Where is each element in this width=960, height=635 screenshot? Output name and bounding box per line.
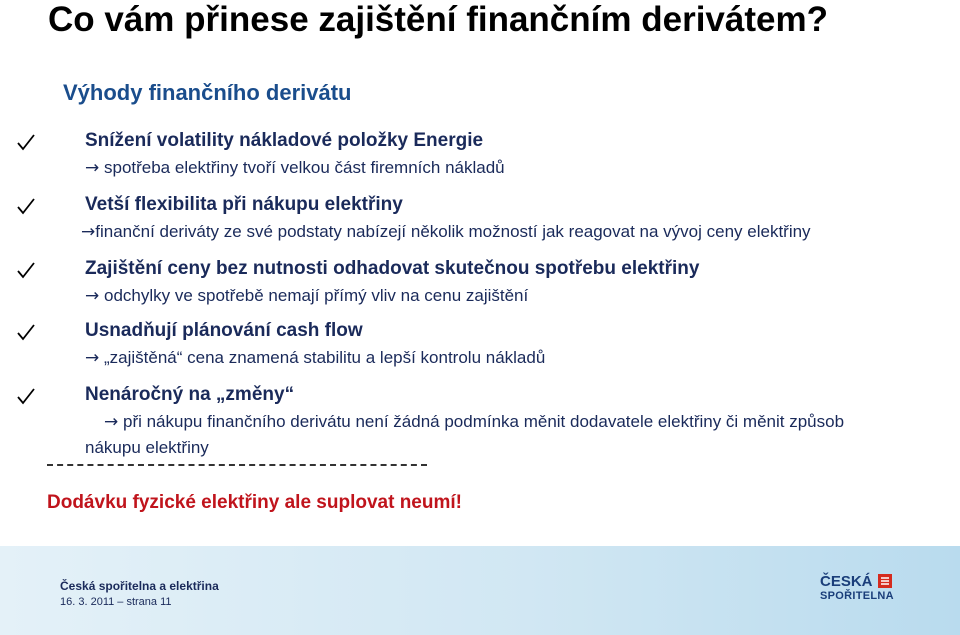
logo-mark-icon [878, 574, 892, 588]
benefit-detail [85, 158, 505, 178]
footer-company: Česká spořitelna a elektřina [60, 579, 219, 593]
benefit-heading: Zajištění ceny bez nutnosti odhadovat skutečnou spotřebu elektřiny [85, 258, 700, 279]
benefit-detail-text: finanční deriváty ze své podstaty nabízejí několik možností jak reagovat na vývoj ceny elektřiny [95, 222, 811, 241]
benefit-detail [104, 412, 844, 432]
slide-title: Co vám přinese zajištění finančním derivátem? [48, 0, 828, 39]
benefit-detail-continued: nákupu elektřiny [85, 438, 209, 457]
logo-text-line1: ČESKÁ [820, 573, 873, 590]
benefit-detail-text: „zajištěná“ cena znamená stabilitu a lepší kontrolu nákladů [103, 348, 546, 367]
benefit-detail-text: spotřeba elektřiny tvoří velkou část firemních nákladů [103, 158, 505, 177]
ceska-sporitelna-logo [820, 574, 900, 606]
checkmark-icon [16, 386, 36, 406]
footer-date-page: 16. 3. 2011 – strana 11 [60, 596, 172, 608]
arrow-right-icon: → [104, 412, 119, 432]
checkmark-icon [16, 196, 36, 216]
checkmark-icon [16, 260, 36, 280]
footer-bar [0, 546, 960, 635]
conclusion-text: Dodávku fyzické elektřiny ale suplovat neumí! [47, 492, 462, 513]
checkmark-icon [16, 132, 36, 152]
slide-subtitle: Výhody finančního derivátu [63, 80, 352, 105]
arrow-right-icon: → [85, 286, 100, 306]
benefit-heading: Snížení volatility nákladové položky Energie [85, 130, 484, 151]
checkmark-icon [16, 322, 36, 342]
arrow-right-icon: → [85, 348, 100, 368]
arrow-right-icon: → [81, 222, 96, 242]
separator-line [47, 464, 427, 466]
logo-text-line2: SPOŘITELNA [820, 590, 894, 602]
benefit-heading: Usnadňují plánování cash flow [85, 320, 363, 341]
benefit-detail [85, 348, 545, 368]
benefit-detail [81, 222, 811, 242]
benefit-heading: Nenáročný na „změny“ [85, 384, 295, 405]
benefit-detail [85, 286, 528, 306]
arrow-right-icon: → [85, 158, 100, 178]
benefit-detail-text: při nákupu finančního derivátu není žádná podmínka měnit dodavatele elektřiny či měnit způsob [122, 412, 845, 431]
benefit-detail-text: odchylky ve spotřebě nemají přímý vliv na cenu zajištění [103, 286, 529, 305]
benefit-heading: Vetší flexibilita při nákupu elektřiny [85, 194, 403, 215]
